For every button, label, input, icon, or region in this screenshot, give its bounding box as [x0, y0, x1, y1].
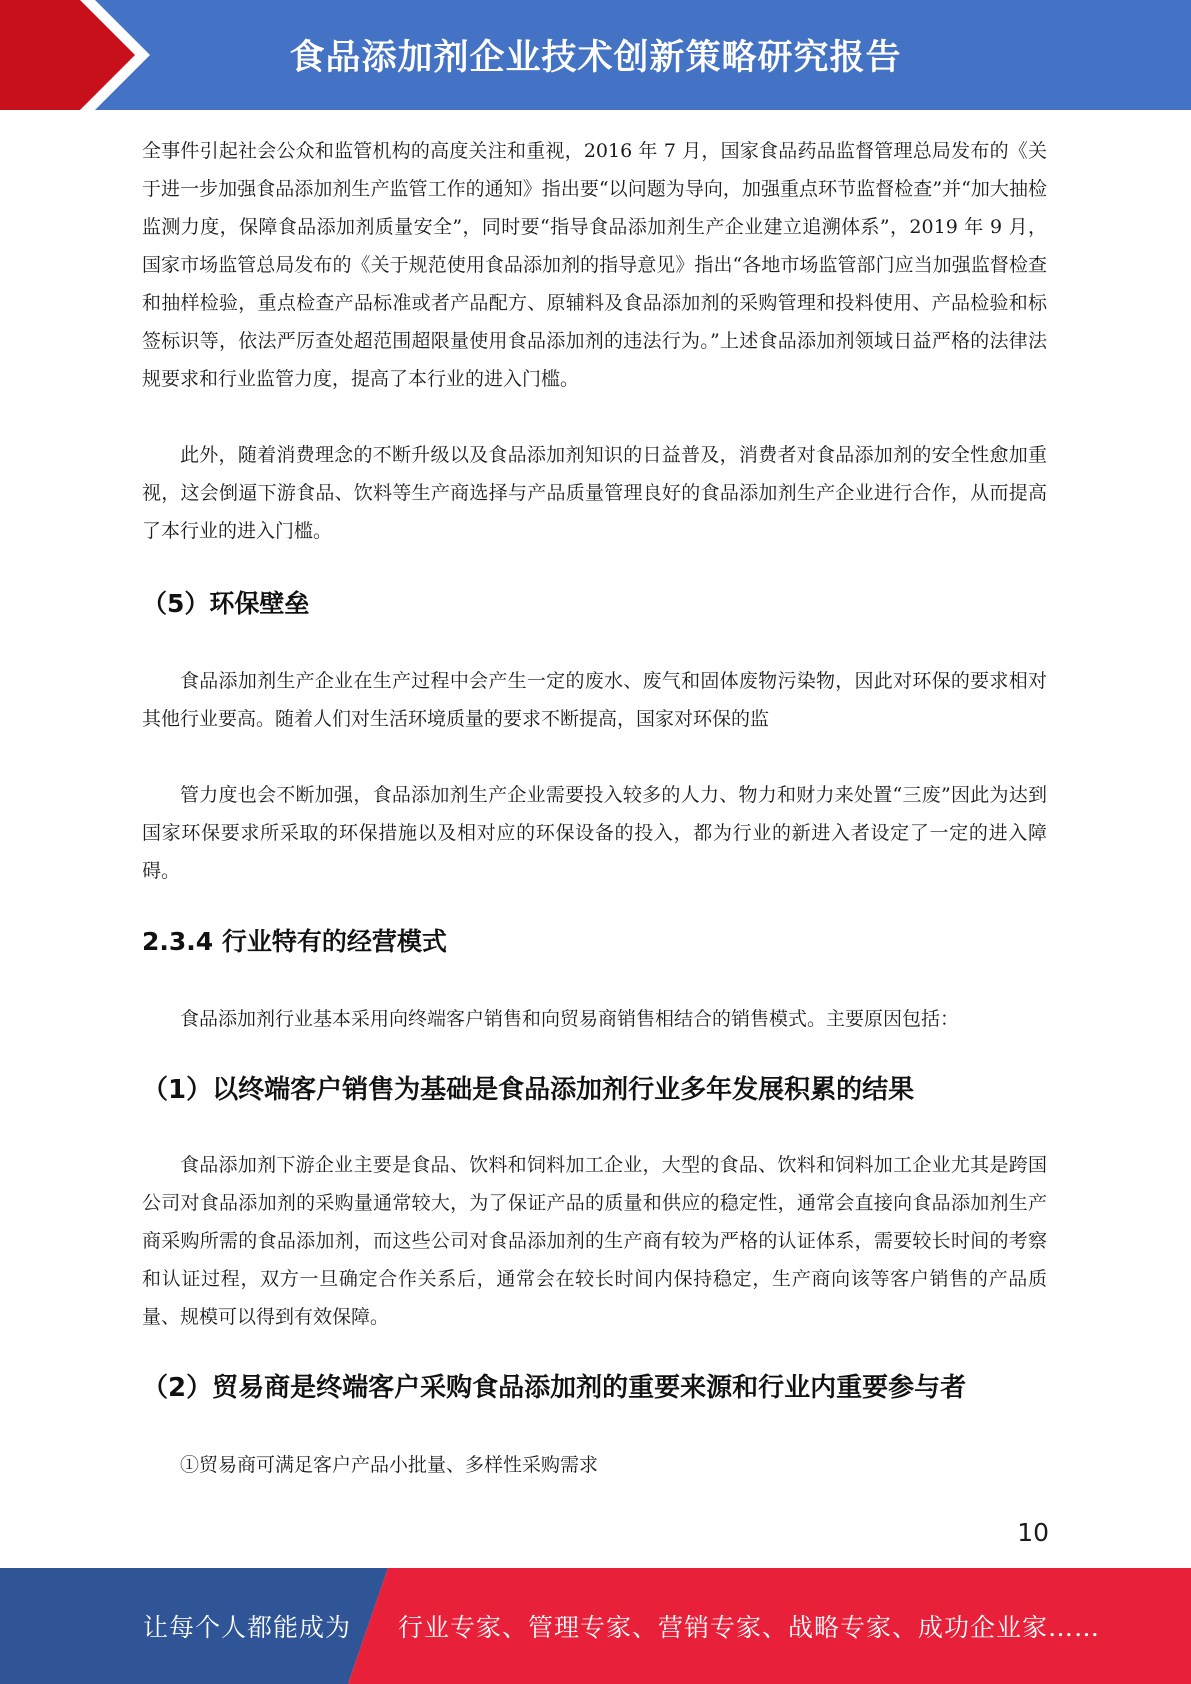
paragraph-sales-model-intro: 食品添加剂行业基本采用向终端客户销售和向贸易商销售相结合的销售模式。主要原因包括：	[180, 1008, 960, 1030]
paragraph-regulation: 全事件引起社会公众和监管机构的高度关注和重视，2016 年 7 月，国家食品药品监督管理总局发布的《关于进一步加强食品添加剂生产监管工作的通知》指出要“以问题为导向，加强重点环节监督检查”并“加大抽检监测力度，保障食品添加剂质量安全”，同时要“指导食品添加剂生产企业建立追溯体系”，2019 年 9 月，国家市场监管总局发布的《关于规范使用食品添加剂的指导意见》指出“各地市场监管部门应当加强监督检查和抽样检验，重点检查产品标准或者产品配方、原辅料及食品添加剂的采购管理和投料使用、产品检验和标签标识等，依法严厉查处超范围超限量使用食品添加剂的违法行为。”上述食品添加剂领域日益严格的法律法规要求和行业监管力度，提高了本行业的进入门槛。	[142, 140, 1047, 390]
heading-environmental-barrier: （5）环保壁垒	[142, 589, 310, 618]
paragraph-environmental-2: 管力度也会不断加强，食品添加剂生产企业需要投入较多的人力、物力和财力来处置“三废”因此为达到国家环保要求所采取的环保措施以及相对应的环保设备的投入，都为行业的新进入者设定了一定的进入障碍。	[142, 784, 1047, 882]
footer-slogan-left: 让每个人都能成为	[143, 1613, 352, 1642]
paragraph-traders-point-1: ①贸易商可满足客户产品小批量、多样性采购需求	[180, 1454, 599, 1476]
heading-business-model: 2.3.4 行业特有的经营模式	[142, 927, 447, 956]
document-body	[142, 132, 1047, 1484]
paragraph-environmental-1: 食品添加剂生产企业在生产过程中会产生一定的废水、废气和固体废物污染物，因此对环保的要求相对其他行业要高。随着人们对生活环境质量的要求不断提高，国家对环保的监	[142, 670, 1047, 730]
footer-slogan-right: 行业专家、管理专家、营销专家、战略专家、成功企业家……	[398, 1613, 1101, 1642]
heading-traders-role: （2）贸易商是终端客户采购食品添加剂的重要来源和行业内重要参与者	[142, 1373, 967, 1403]
heading-end-customer-sales: （1）以终端客户销售为基础是食品添加剂行业多年发展积累的结果	[142, 1075, 915, 1105]
header-red-arrow-decoration	[0, 0, 160, 110]
paragraph-end-customer-sales: 食品添加剂下游企业主要是食品、饮料和饲料加工企业，大型的食品、饮料和饲料加工企业尤其是跨国公司对食品添加剂的采购量通常较大，为了保证产品的质量和供应的稳定性，通常会直接向食品添加剂生产商采购所需的食品添加剂，而这些公司对食品添加剂的生产商有较为严格的认证体系，需要较长时间的考察和认证过程，双方一旦确定合作关系后，通常会在较长时间内保持稳定，生产商向该等客户销售的产品质量、规模可以得到有效保障。	[142, 1154, 1047, 1328]
page-number: 10	[1017, 1518, 1049, 1547]
report-title: 食品添加剂企业技术创新策略研究报告	[289, 38, 902, 78]
paragraph-consumer-awareness: 此外，随着消费理念的不断升级以及食品添加剂知识的日益普及，消费者对食品添加剂的安全性愈加重视，这会倒逼下游食品、饮料等生产商选择与产品质量管理良好的食品添加剂生产企业进行合作，从而提高了本行业的进入门槛。	[142, 444, 1047, 542]
page-footer-banner	[0, 1568, 1191, 1684]
page-header-banner	[0, 0, 1191, 110]
